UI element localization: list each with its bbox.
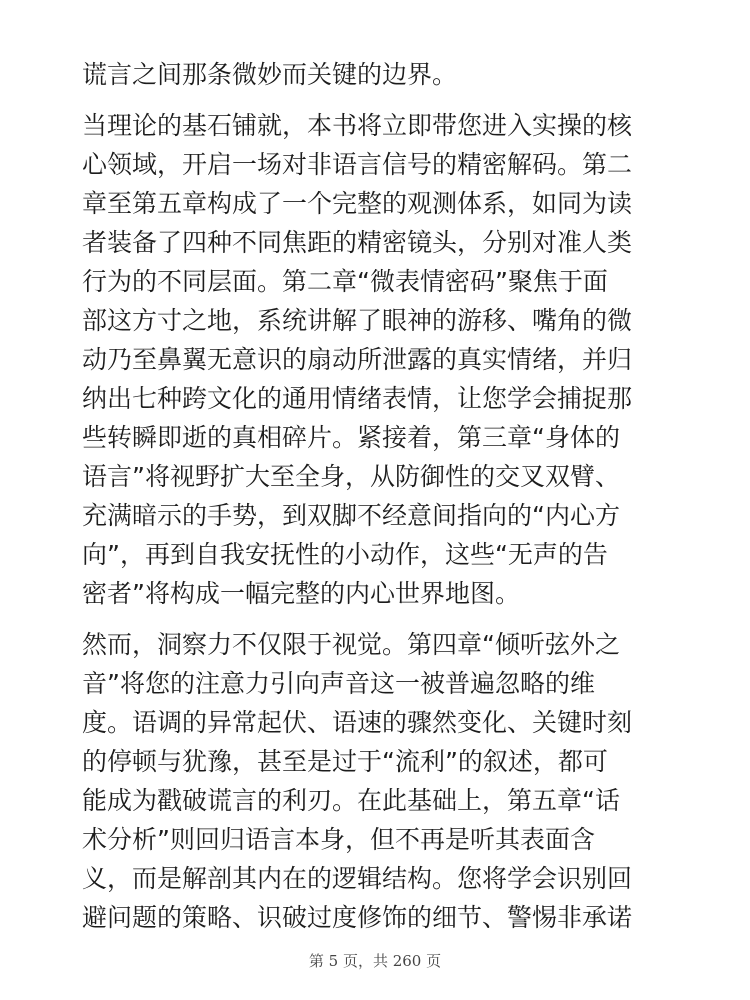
text-line: 充满暗示的手势，到双脚不经意间指向的“内心方	[82, 501, 620, 530]
text-line: 章至第五章构成了一个完整的观测体系，如同为读	[82, 189, 633, 218]
text-line: 密者”将构成一幅完整的内心世界地图。	[82, 579, 520, 608]
text-line: 术分析”则回归语言本身，但不再是听其表面含	[82, 825, 595, 854]
text-line: 音”将您的注意力引向声音这一被普遍忽略的维	[82, 669, 595, 698]
text-line: 向”，再到自我安抚性的小动作，这些“无声的告	[82, 540, 608, 569]
text-line: 避问题的策略、识破过度修饰的细节、警惕非承诺	[82, 903, 633, 932]
text-line: 的停顿与犹豫，甚至是过于“流利”的叙述，都可	[82, 747, 608, 776]
text-line: 义，而是解剖其内在的逻辑结构。您将学会识别回	[82, 864, 633, 893]
text-line: 谎言之间那条微妙而关键的边界。	[82, 60, 458, 89]
text-line: 部这方寸之地，系统讲解了眼神的游移、嘴角的微	[82, 306, 633, 335]
text-line: 然而，洞察力不仅限于视觉。第四章“倾听弦外之	[82, 630, 620, 659]
text-line: 能成为戳破谎言的利刃。在此基础上，第五章“话	[82, 786, 620, 815]
text-line: 语言”将视野扩大至全身，从防御性的交叉双臂、	[82, 462, 620, 491]
text-line: 行为的不同层面。第二章“微表情密码”聚焦于面	[82, 267, 608, 296]
text-line: 心领域，开启一场对非语言信号的精密解码。第二	[82, 150, 633, 179]
text-line: 些转瞬即逝的真相碎片。紧接着，第三章“身体的	[82, 423, 620, 452]
text-line: 纳出七种跨文化的通用情绪表情，让您学会捕捉那	[82, 384, 633, 413]
page-footer: 第 5 页，共 260 页	[308, 952, 442, 970]
text-line: 动乃至鼻翼无意识的扇动所泄露的真实情绪，并归	[82, 345, 633, 374]
text-line: 当理论的基石铺就，本书将立即带您进入实操的核	[82, 111, 633, 140]
text-line: 者装备了四种不同焦距的精密镜头，分别对准人类	[82, 228, 633, 257]
text-line: 度。语调的异常起伏、语速的骤然变化、关键时刻	[82, 708, 633, 737]
